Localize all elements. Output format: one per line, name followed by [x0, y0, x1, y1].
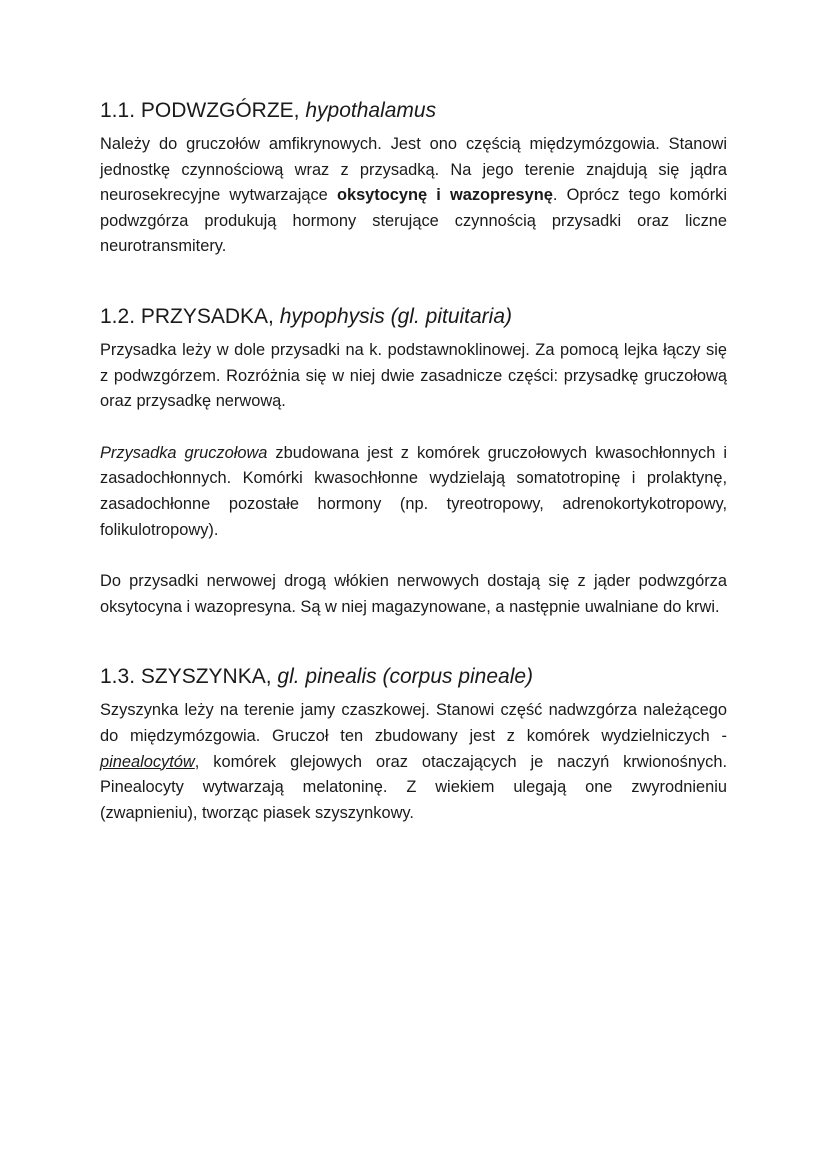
heading-latin: gl. pinealis (corpus pineale)	[277, 665, 534, 689]
section-pineal	[100, 662, 727, 826]
italic-text: Przysadka gruczołowa	[100, 443, 268, 462]
paragraph	[100, 441, 727, 543]
paragraph: Do przysadki nerwowej drogą włókien nerwowych dostają się z jąder podwzgórza oksytocyna i wazopresyna. Są w niej magazynowane, a następnie uwalniane do krwi.	[100, 572, 727, 616]
section-pituitary	[100, 302, 727, 620]
section-heading	[100, 302, 727, 332]
heading-main: 1.3. SZYSZYNKA,	[100, 665, 278, 689]
paragraph	[100, 132, 727, 260]
paragraph	[100, 698, 727, 826]
heading-latin: hypophysis (gl. pituitaria)	[279, 304, 513, 328]
text-run: , komórek glejowych oraz otaczających je naczyń krwionośnych. Pinealocyty wytwarzają melatoninę. Z wiekiem ulegają one zwyrodnieniu (zwapnieniu), tworząc piasek szyszynkowy.	[100, 752, 727, 822]
text-run: . Oprócz tego komórki podwzgórza produkują hormony sterujące czynnością przysadki oraz liczne neurotransmitery.	[100, 186, 727, 256]
text-run: zbudowana jest z komórek gruczołowych kwasochłonnych i zasadochłonnych. Komórki kwasochłonne wydzielają somatotropinę i prolaktynę, zasadochłonne pozostałe hormony (np. tyreotropowy, adrenokortykotropowy, folikulotropowy).	[100, 443, 727, 539]
bold-text: oksytocynę i wazopresynę	[336, 186, 553, 205]
heading-latin: hypothalamus	[305, 99, 437, 122]
heading-main: 1.2. PRZYSADKA,	[100, 304, 280, 328]
text-run: Szyszynka leży na terenie jamy czaszkowej. Stanowi część nadwzgórza należącego do międzymózgowia. Gruczoł ten zbudowany jest z komórek wydzielniczych -	[100, 701, 727, 745]
paragraph: Przysadka leży w dole przysadki na k. podstawnoklinowej. Za pomocą lejka łączy się z podwzgórzem. Rozróżnia się w niej dwie zasadnicze części: przysadkę gruczołową oraz przysadkę nerwową.	[100, 340, 727, 411]
section-heading	[100, 662, 727, 692]
underlined-term: pinealocytów	[100, 752, 195, 771]
heading-main: 1.1. PODWZGÓRZE,	[100, 99, 306, 122]
document-page	[100, 96, 727, 868]
text-run: Należy do gruczołów amfikrynowych. Jest ono częścią międzymózgowia. Stanowi jednostkę czynnościową wraz z przysadką. Na jego terenie znajdują się jądra neurosekrecyjne wytwarzające	[100, 135, 727, 205]
section-hypothalamus	[100, 96, 727, 260]
section-heading	[100, 96, 727, 126]
